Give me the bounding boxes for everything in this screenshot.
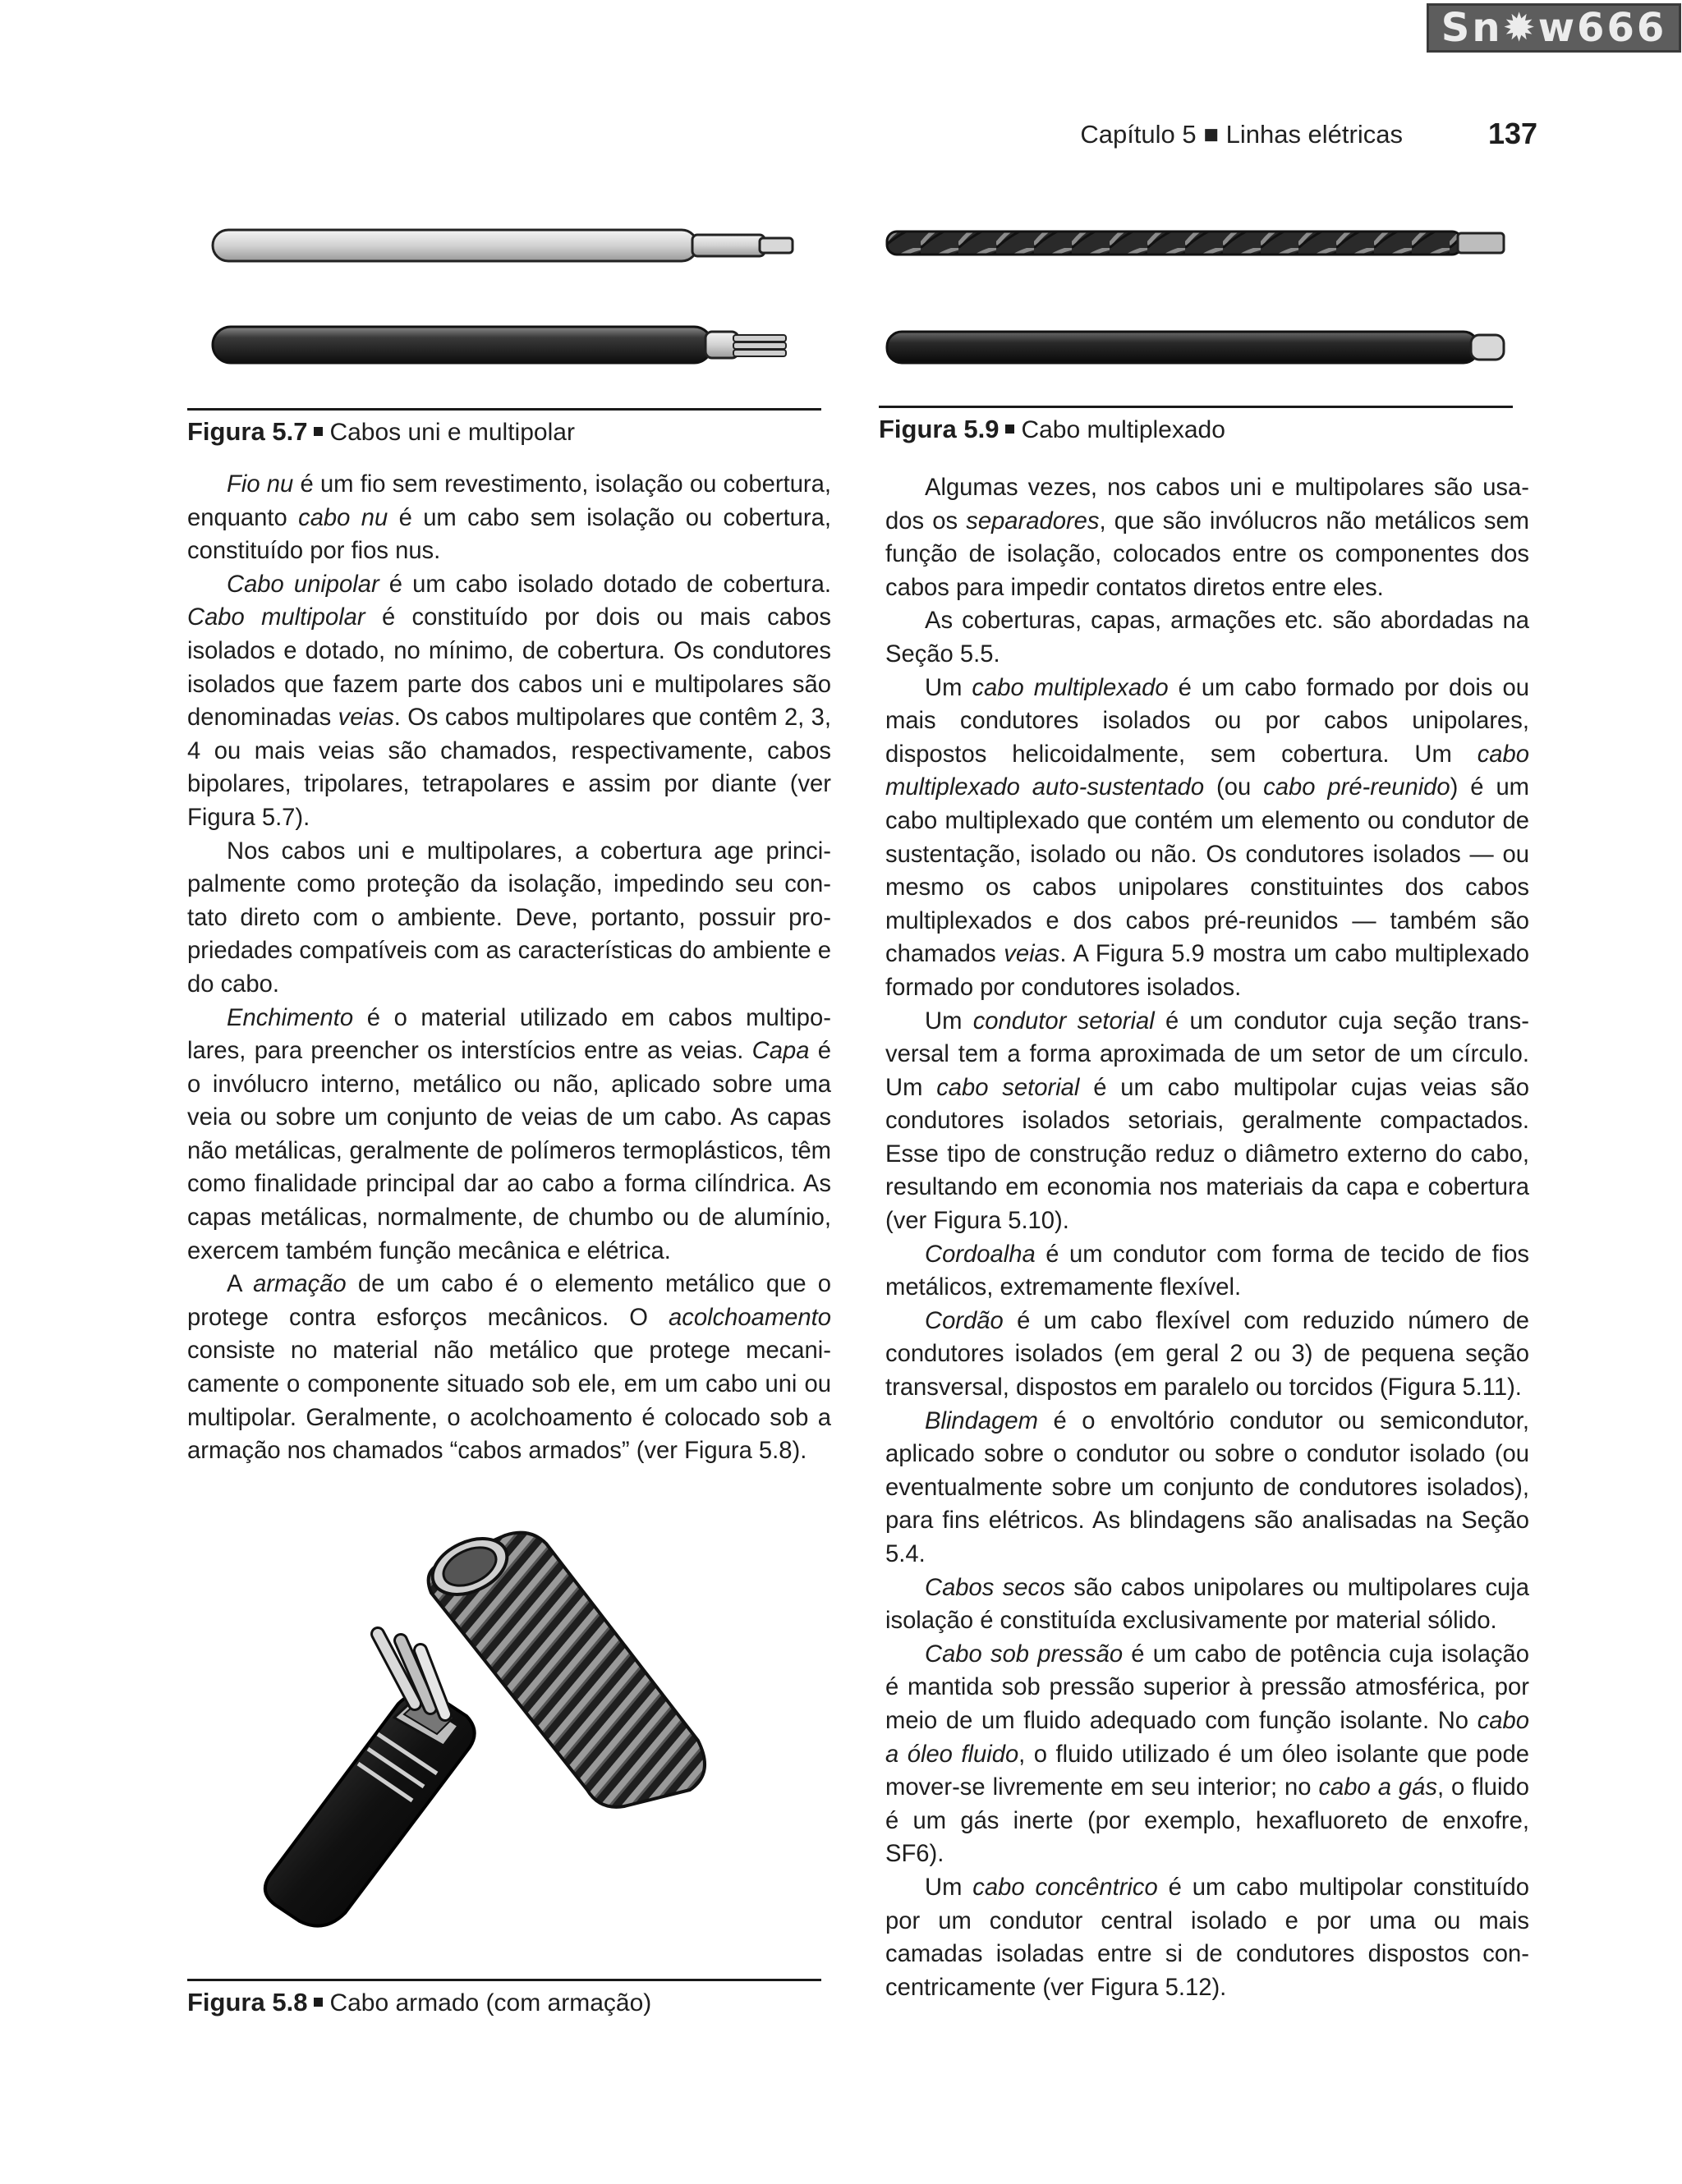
text: ) é um cabo multiplexado que contém um elemento ou condutor de sustentação, isolado ou não. Os condutores isolados — ou mesmo os cabos unipolares constituintes dos cabos multiplexados e dos cabos pré-reunidos — também são chamados (885, 774, 1529, 968)
page-header (0, 117, 1682, 158)
paragraph (885, 471, 1529, 604)
text: Um (925, 674, 972, 701)
term: Fio nu (227, 471, 294, 498)
text: são cabos unipolares ou multipolares cuja isolação é constituída exclusivamente por material sólido. (885, 1574, 1529, 1635)
term: Blindagem (925, 1407, 1038, 1434)
text: Algumas vezes, nos cabos uni e multipolares são usados os (885, 475, 1529, 535)
term: condutor setorial (972, 1007, 1155, 1035)
corrugated-armor-segment (424, 1528, 705, 1807)
text: , que são invólucros não metálicos sem função de isolação, colocados entre os componentes dos cabos para impedir contatos diretos entre eles. (885, 507, 1529, 601)
text: , o fluido utilizado é um óleo isolante que pode mover-se livremente em seu interior; no (885, 1741, 1529, 1801)
text: é o envoltório condutor ou semicondutor, aplicado sobre o condutor ou sobre o condutor isolado (ou eventualmente sobre um conjunto de condutores isolados), para fins elétricos. As blindagens são analisadas na Seção 5.4. (885, 1407, 1529, 1567)
text: é um cabo de potência cuja isolação é mantida sob pressão superior à pressão atmosférica, por meio de um fluido adequado com função isolante. No (885, 1640, 1529, 1734)
text: Um (925, 1874, 973, 1901)
text: é um cabo isolado dotado de cobertura. (379, 571, 831, 598)
paragraph (885, 1005, 1529, 1238)
text: é um cabo formado por dois ou mais condutores isolados ou por cabos unipolares, dispostos helicoidalmente, sem cobertura. Um (885, 674, 1529, 768)
paragraph (187, 1268, 831, 1468)
figure-5-7-caption (187, 408, 821, 444)
term: Cabo unipolar (227, 571, 379, 598)
term: Cabo sob pressão (925, 1640, 1124, 1668)
figure-label: Figura 5.7 (187, 417, 308, 446)
paragraph (885, 1571, 1529, 1638)
cable-body-layers (265, 1693, 475, 1926)
figure-label: Figura 5.9 (879, 415, 1000, 443)
cable-conductors (378, 1634, 445, 1714)
text: é um cabo flexível com reduzido número de condutores isolados (em geral 2 ou 3) de pequena seção transversal, dispostos em paralelo ou torcidos (Figura 5.11). (885, 1307, 1529, 1402)
term: separadores (966, 507, 1100, 535)
text: consiste no material não metálico que protege mecanicamente o componente situado sob ele, em um cabo uni ou multipolar. Geralmente, o acolchoamento é colocado sob a armação nos chamados “cabos armados” (ver Figura 5.8). (187, 1337, 831, 1465)
text: é um cabo multipolar constituído por um condutor central isolado e por uma ou mais camadas isoladas entre si de condutores dispostos concentricamente (ver Figura 5.12). (885, 1874, 1529, 2001)
text: Nos cabos uni e multipolares, a cobertura age principalmente como proteção da isolação, impedindo seu contato direto com o ambiente. Deve, portanto, possuir propriedades compatíveis com as características do ambiente e do cabo. (187, 837, 831, 998)
right-column-text (885, 471, 1529, 2004)
term: cabo multiplexado auto-sustentado (885, 741, 1529, 801)
term: Cabo multipolar (187, 604, 365, 631)
paragraph (885, 1405, 1529, 1571)
text: é um cabo sem isolação ou cobertura, constituído por fios nus. (187, 504, 831, 565)
text: é um cabo multipolar cujas veias são condutores isolados setoriais, geralmente compactados. Esse tipo de construção reduz o diâmetro externo do cabo, resultando em economia nos materiais da capa e cobertura (ver Figura 5.10). (885, 1074, 1529, 1235)
text: de um cabo é o elemento metálico que o protege contra esforços mecânicos. O (187, 1271, 832, 1331)
paragraph (885, 1238, 1529, 1305)
term: cabo concêntrico (972, 1874, 1158, 1901)
paragraph (885, 604, 1529, 671)
term: Cordoalha (925, 1241, 1036, 1268)
left-column-text (187, 468, 831, 1468)
text: Um (925, 1007, 973, 1035)
term: cabo multiplexado (972, 674, 1169, 701)
paragraph (885, 1305, 1529, 1405)
multipolar-cable (213, 327, 786, 363)
figure-5-8-illustration (255, 1527, 731, 1938)
page-number: 137 (1488, 117, 1538, 150)
figure-caption-text: Cabo multiplexado (1021, 416, 1225, 443)
paragraph (187, 568, 831, 835)
figure-label: Figura 5.8 (187, 1988, 308, 2017)
text: , o fluido é um gás inerte (por exemplo, hexafluoreto de enxofre, SF6). (885, 1774, 1529, 1868)
term: cabo a óleo fluido (885, 1707, 1529, 1768)
bullet-icon (1005, 424, 1014, 434)
term: Capa (751, 1038, 810, 1065)
paragraph (885, 1638, 1529, 1871)
twisted-multiplexed-cable (887, 232, 1504, 255)
term: Cordão (925, 1307, 1004, 1334)
paragraph (187, 835, 831, 1002)
text: é um condutor com forma de tecido de fios metálicos, extremamente flexível. (885, 1241, 1529, 1301)
text: é o invólucro interno, metálico ou não, aplicado sobre uma veia ou sobre um conjunto de veias de um cabo. As capas não metálicas, geralmente de polímeros termoplásticos, têm como finalidade principal dar ao cabo a forma cilíndrica. As capas metálicas, normalmente, de chumbo ou de alumínio, exercem também função mecânica e elétrica. (187, 1038, 832, 1264)
figure-5-7-illustration (209, 220, 801, 384)
term: cabo pré-reunido (1263, 774, 1450, 801)
paragraph (187, 468, 831, 568)
term: Enchimento (227, 1004, 354, 1031)
term: cabo a gás (1318, 1774, 1437, 1801)
term: Cabos secos (925, 1574, 1065, 1601)
text: (ou (1204, 774, 1264, 801)
figure-caption-text: Cabo armado (com armação) (329, 1989, 652, 2017)
chapter-title: Capítulo 5 ■ Linhas elétricas (1080, 120, 1403, 149)
term: armação (253, 1271, 347, 1298)
text: A (227, 1271, 254, 1298)
text: é um condutor cuja seção transversal tem a forma aproximada de um setor de um círculo. Um (885, 1007, 1529, 1101)
text: é constituído por dois ou mais cabos isolados e dotado, no mínimo, de cobertura. Os condutores isolados que fazem parte dos cabos uni e multipolares são denominadas (187, 604, 831, 732)
text: é o material utilizado em cabos multipolares, para preencher os interstícios entre as veias. (187, 1004, 831, 1065)
term: veias (1004, 941, 1060, 968)
unipolar-cable (213, 230, 793, 261)
text: As coberturas, capas, armações etc. são abordadas na Seção 5.5. (885, 608, 1529, 668)
figure-caption-text: Cabos uni e multipolar (329, 419, 575, 446)
figure-5-9-caption (879, 406, 1513, 442)
text: . A Figura 5.9 mostra um cabo multiplexado formado por condutores isolados. (885, 941, 1529, 1001)
figure-5-9-illustration (883, 220, 1515, 376)
watermark-logo: Sn✹w666 (1427, 3, 1681, 53)
bullet-icon (314, 1998, 323, 2007)
bullet-icon (314, 427, 323, 436)
text: é um fio sem revestimento, isolação ou cobertura, enquanto (187, 471, 831, 531)
term: cabo setorial (936, 1074, 1080, 1101)
term: acolchoamento (669, 1304, 831, 1331)
paragraph (885, 1871, 1529, 2004)
term: cabo nu (298, 504, 388, 531)
figure-5-8-caption (187, 1979, 821, 2015)
paragraph (885, 672, 1529, 1005)
term: veias (338, 704, 394, 732)
text: . Os cabos multipolares que contêm 2, 3, 4 ou mais veias são chamados, respectivamente, cabos bipolares, tripolares, tetrapolares e assim por diante (ver Figura 5.7). (187, 704, 831, 831)
straight-multiplexed-cable (887, 332, 1504, 363)
paragraph (187, 1002, 831, 1269)
